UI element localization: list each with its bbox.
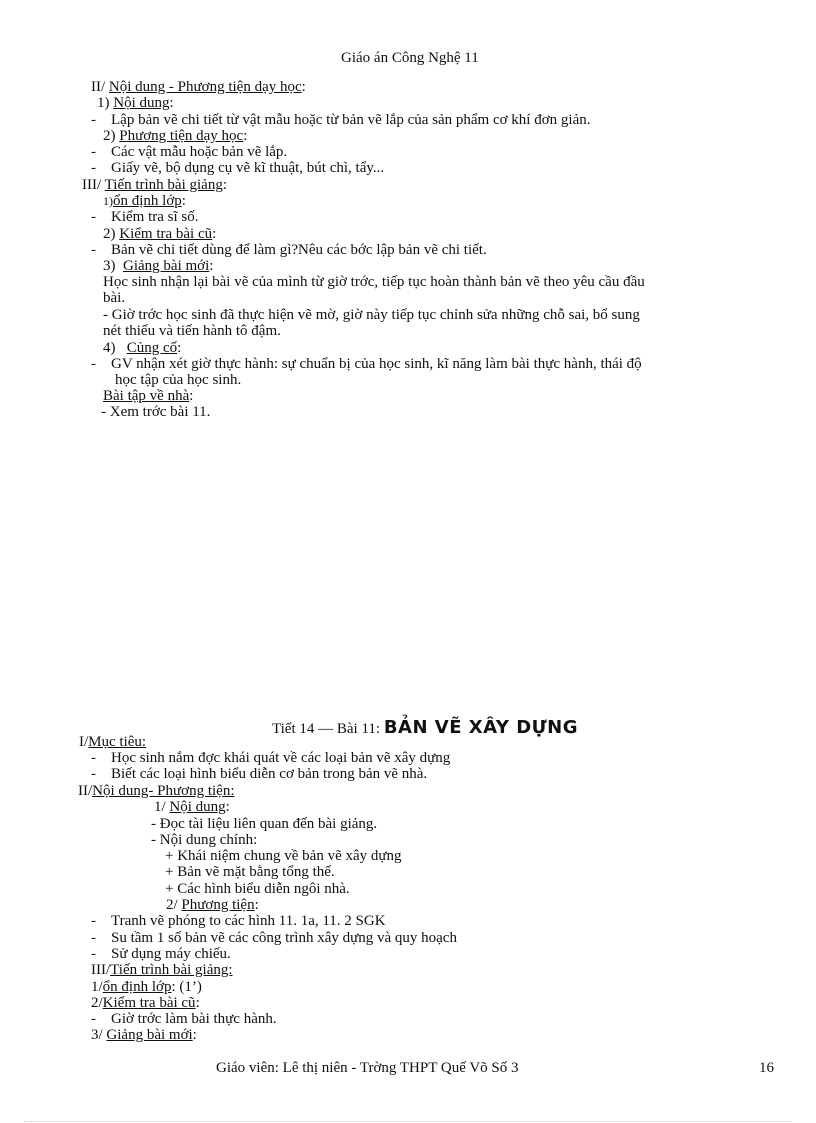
content-means-heading: II/Nội dung- Phương tiện: — [78, 783, 235, 799]
step-3-heading: 3) Giảng bài mới: — [103, 258, 214, 274]
objectives-heading: I/Mục tiêu: — [79, 734, 147, 750]
sub-list-item: + Các hình biểu diễn ngôi nhà. — [165, 881, 350, 897]
homework-item: - Xem trớc bài 11. — [101, 404, 211, 420]
page-number: 16 — [759, 1060, 774, 1076]
list-item: - Bản vẽ chi tiết dùng để làm gì?Nêu các bớc lập bản vẽ chi tiết. — [91, 242, 487, 258]
sub-list-item: + Bản vẽ mặt bằng tổng thể. — [165, 864, 335, 880]
content-subheading: 1/ Nội dung: — [154, 799, 230, 815]
list-item: - Nội dung chính: — [151, 832, 258, 848]
list-item: - Biết các loại hình biểu diễn cơ bản trong bản vẽ nhà. — [91, 766, 428, 782]
paragraph: bài. — [103, 290, 126, 306]
list-item: - Su tầm 1 số bản vẽ các công trình xây dựng và quy hoạch — [91, 930, 457, 946]
page-footer: Giáo viên: Lê thị niên - Trờng THPT Quế Võ Số 3 — [216, 1060, 519, 1076]
list-item: - Các vật mẫu hoặc bản vẽ lắp. — [91, 144, 288, 160]
step-3-heading: 3/ Giảng bài mới: — [91, 1027, 197, 1043]
paragraph: - Giờ trớc học sinh đã thực hiện vẽ mờ, giờ này tiếp tục chỉnh sửa những chỗ sai, bổ sung — [103, 307, 640, 323]
paragraph: Học sinh nhận lại bài vẽ của mình từ giờ trớc, tiếp tục hoàn thành bản vẽ theo yêu cầu đầu — [103, 274, 645, 290]
list-item: - GV nhận xét giờ thực hành: sự chuẩn bị của học sinh, kĩ năng làm bài thực hành, thái độ — [91, 356, 642, 372]
step-2-heading: 2/Kiểm tra bài cũ: — [91, 995, 200, 1011]
sub-list-item: + Khái niệm chung về bản vẽ xây dựng — [165, 848, 402, 864]
means-subheading: 2/ Phương tiện: — [166, 897, 259, 913]
section-2-heading: II/ Nội dung - Phương tiện dạy học: — [91, 79, 306, 95]
list-item: - Giấy vẽ, bộ dụng cụ vẽ kĩ thuật, bút chì, tẩy... — [91, 160, 385, 176]
lesson-title: Tiết 14 — Bài 11: BẢN VẼ XÂY DỰNG — [272, 717, 579, 738]
page-header: Giáo án Công Nghệ 11 — [341, 50, 479, 66]
step-2-heading: 2) Kiểm tra bài cũ: — [103, 226, 217, 242]
list-item: - Kiểm tra sĩ số. — [91, 209, 199, 225]
list-item-continued: học tập của học sinh. — [115, 372, 242, 388]
step-1-heading: 1/ổn định lớp: (1’) — [91, 979, 202, 995]
list-item: - Tranh vẽ phóng to các hình 11. 1a, 11. 2 SGK — [91, 913, 386, 929]
list-item: - Sử dụng máy chiếu. — [91, 946, 231, 962]
list-item: - Giờ trớc làm bài thực hành. — [91, 1011, 277, 1027]
progress-heading: III/Tiến trình bài giảng: — [91, 962, 233, 978]
subsection-means-heading: 2) Phương tiện dạy học: — [103, 128, 248, 144]
list-item: - Đọc tài liệu liên quan đến bài giảng. — [151, 816, 378, 832]
page-separator — [24, 1121, 792, 1122]
step-1-heading: 1)ổn định lớp: — [103, 193, 186, 209]
list-item: - Lập bản vẽ chi tiết từ vật mẫu hoặc từ bản vẽ lắp của sản phẩm cơ khí đơn giản. — [91, 112, 591, 128]
list-item: - Học sinh nắm đợc khái quát về các loại bản vẽ xây dựng — [91, 750, 451, 766]
step-4-heading: 4) Củng cố: — [103, 340, 182, 356]
homework-heading: Bài tập về nhà: — [103, 388, 194, 404]
section-3-heading: III/ Tiến trình bài giảng: — [82, 177, 228, 193]
subsection-content-heading: 1) Nội dung: — [97, 95, 174, 111]
paragraph: nét thiếu và tiến hành tô đậm. — [103, 323, 281, 339]
